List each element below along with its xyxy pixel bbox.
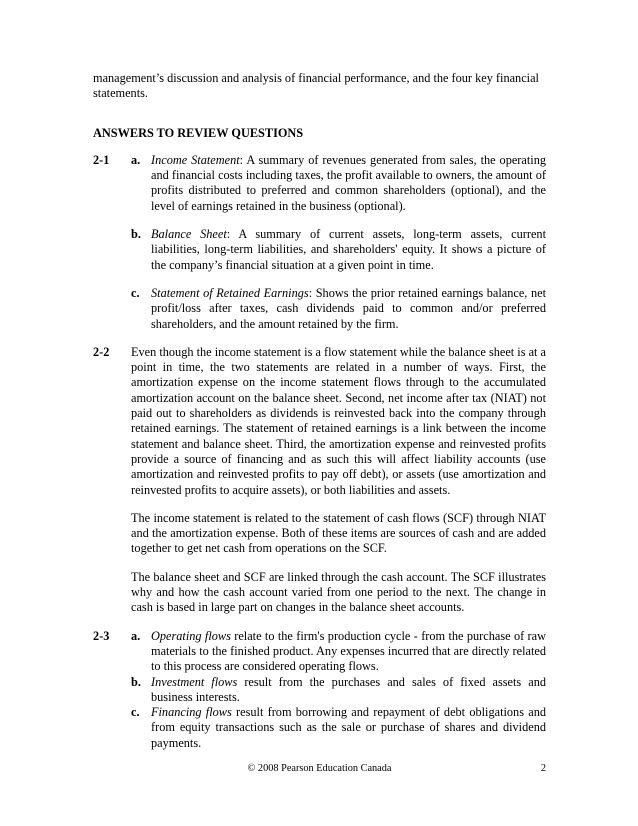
- item-letter: a.: [131, 628, 141, 643]
- item-term: Investment flows: [151, 674, 238, 689]
- item-letter: a.: [131, 152, 141, 167]
- item-text: Income Statement: A summary of revenues generated from sales, the operating and financial costs including taxes, the profit available to owners, the amount of profits distributed to preferred and common shareholders (optional), and the level of earnings retained in the business (optional).: [151, 152, 546, 213]
- item-letter: c.: [131, 705, 140, 720]
- item-text: Balance Sheet: A summary of current assets, long-term assets, current liabilities, long-term liabilities, and shareholders' equity. It shows a picture of the company’s financial situation at a given point in time.: [151, 227, 546, 272]
- item-term: Operating flows: [151, 628, 231, 643]
- answer-paragraph: The income statement is related to the statement of cash flows (SCF) through NIAT and the amortization expense. Both of these items are sources of cash and are added together to get net cash from operations on the SCF.: [131, 510, 546, 556]
- item-letter: c.: [131, 285, 140, 300]
- answer-body: [131, 345, 546, 616]
- question-2-2: [93, 345, 546, 616]
- question-number: 2-1: [93, 152, 110, 167]
- item-letter: b.: [131, 674, 141, 689]
- answer-item: [131, 227, 546, 273]
- answer-body: [131, 629, 546, 751]
- answer-item: [131, 286, 546, 332]
- item-text: Operating flows relate to the firm's production cycle - from the purchase of raw materials to the finished product. Any expenses incurred that are directly related to this process are considered operating flows.: [151, 628, 546, 674]
- answer-paragraph: Even though the income statement is a flow statement while the balance sheet is at a point in time, the two statements are related in a number of ways. First, the amortization expense on the income statement flows through to the accumulated amortization account on the balance sheet. Second, net income after tax (NIAT) not paid out to shareholders as dividends is reinvested back into the company through retained earnings. The statement of retained earnings is a link between the income statement and balance sheet. Third, the amortization expense and reinvested profits provide a source of financing and as such this will affect liability accounts (use amortization and reinvested profits to pay off debt), or assets (use amortization and reinvested profits to acquire assets), or both liabilities and assets.: [131, 344, 546, 497]
- item-text: Statement of Retained Earnings: Shows the prior retained earnings balance, net profit/loss after taxes, cash dividends paid to common and/or preferred shareholders, and the amount retained by the firm.: [151, 285, 546, 331]
- question-number: 2-2: [93, 344, 110, 359]
- item-term: Financing flows: [151, 705, 232, 720]
- answer-paragraph: The balance sheet and SCF are linked through the cash account. The SCF illustrates why and how the cash account varied from one period to the next. The change in cash is based in large part on changes in the balance sheet accounts.: [131, 569, 546, 615]
- item-term: Statement of Retained Earnings: [151, 285, 309, 300]
- answer-body: [131, 153, 546, 332]
- answer-item: [131, 675, 546, 706]
- answer-item: [131, 153, 546, 214]
- section-heading: ANSWERS TO REVIEW QUESTIONS: [93, 125, 304, 140]
- intro-paragraph: management’s discussion and analysis of financial performance, and the four key financial statements.: [93, 71, 539, 101]
- item-term: Income Statement: [151, 152, 240, 167]
- question-2-1: [93, 153, 546, 332]
- question-2-3: [93, 629, 546, 751]
- item-term: Balance Sheet: [151, 227, 227, 242]
- question-number: 2-3: [93, 628, 110, 643]
- item-text: Investment flows result from the purchases and sales of fixed assets and business interests.: [151, 674, 546, 704]
- item-letter: b.: [131, 227, 141, 242]
- answer-item: [131, 705, 546, 751]
- answer-item: [131, 629, 546, 675]
- copyright-notice: © 2008 Pearson Education Canada: [247, 763, 392, 774]
- document-page: [93, 71, 546, 751]
- page-number: 2: [540, 763, 546, 774]
- item-text: Financing flows result from borrowing and repayment of debt obligations and from equity transactions such as the sale or purchase of shares and dividend payments.: [151, 705, 547, 750]
